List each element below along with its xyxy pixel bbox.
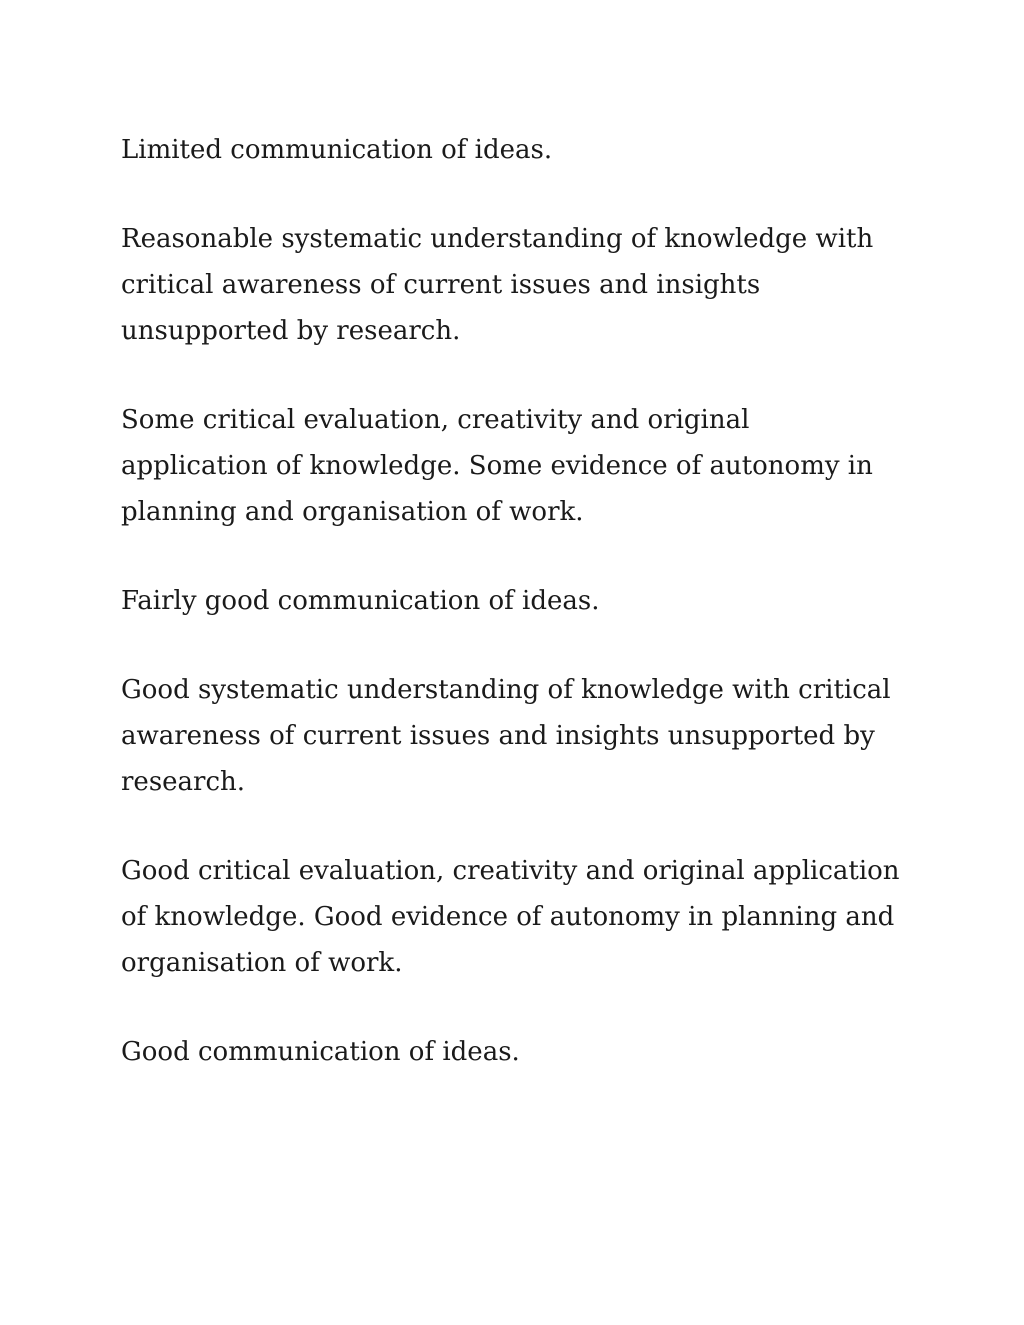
paragraph-limited-communication: Limited communication of ideas.: [121, 135, 553, 165]
document-body: [121, 127, 901, 1118]
paragraph-reasonable-understanding: Reasonable systematic understanding of knowledge with critical awareness of current issues and insights unsupported by research.: [121, 224, 874, 346]
paragraph-good-understanding: Good systematic understanding of knowledge with critical awareness of current issues and insights unsupported by research.: [121, 675, 891, 797]
paragraph-fairly-good-communication: Fairly good communication of ideas.: [121, 586, 600, 616]
paragraph-some-critical-evaluation: Some critical evaluation, creativity and original application of knowledge. Some evidence of autonomy in planning and organisation of work.: [121, 405, 873, 527]
paragraph-good-communication: Good communication of ideas.: [121, 1037, 520, 1067]
paragraph-good-critical-evaluation: Good critical evaluation, creativity and original application of knowledge. Good evidence of autonomy in planning and organisation of work.: [121, 856, 900, 978]
